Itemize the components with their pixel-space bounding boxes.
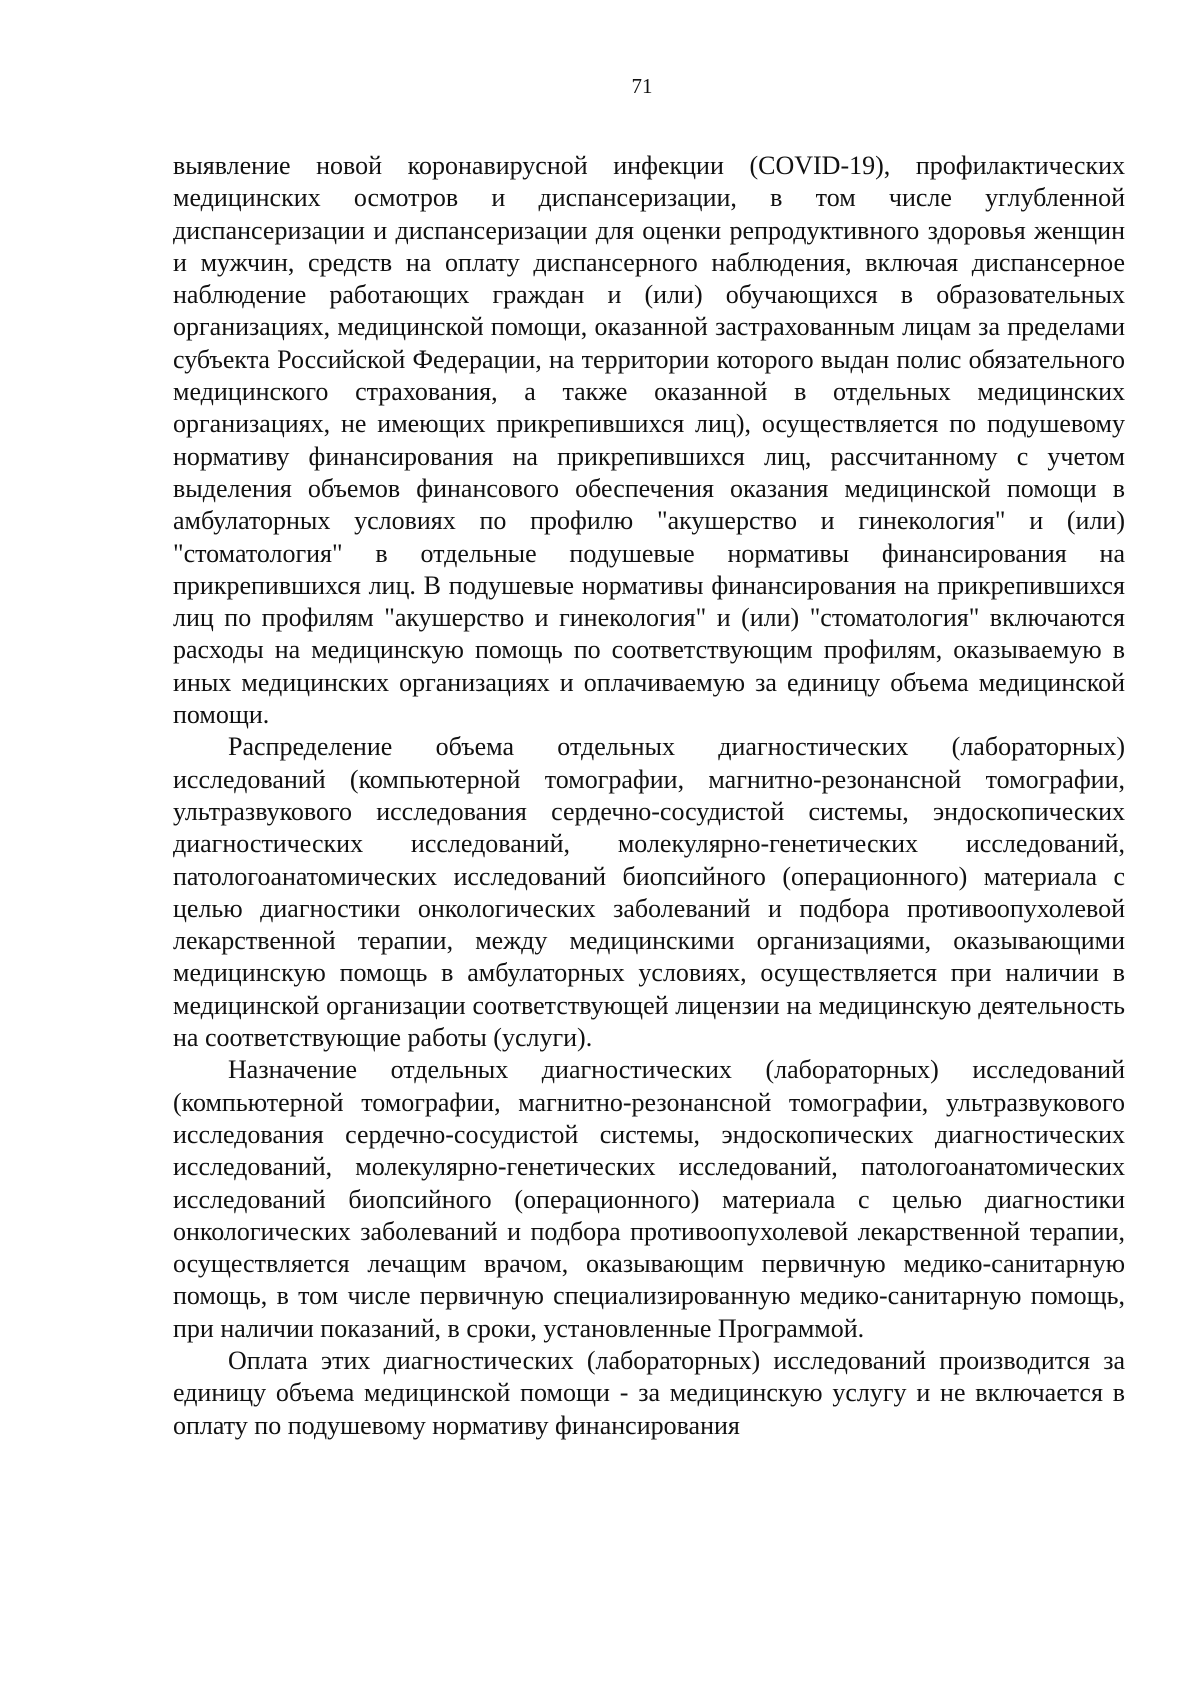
paragraph-payment: Оплата этих диагностических (лабораторных) исследований производится за единицу объема медицинской помощи - за медицинскую услугу и не включается в оплату по подушевому нормативу финансирования (173, 1345, 1125, 1440)
paragraph-continuation: выявление новой коронавирусной инфекции (COVID-19), профилактических медицинских осмотров и диспансеризации, в том числе углубленной диспансеризации и диспансеризации для оценки репродуктивного здоровья женщин и мужчин, средств на оплату диспансерного наблюдения, включая диспансерное наблюдение работающих граждан и (или) обучающихся в образовательных организациях, медицинской помощи, оказанной застрахованным лицам за пределами субъекта Российской Федерации, на территории которого выдан полис обязательного медицинского страхования, а также оказанной в отдельных медицинских организациях, не имеющих прикрепившихся лиц), осуществляется по подушевому нормативу финансирования на прикрепившихся лиц, рассчитанному с учетом выделения объемов финансового обеспечения оказания медицинской помощи в амбулаторных условиях по профилю "акушерство и гинекология" и (или) "стоматология" в отдельные подушевые нормативы финансирования на прикрепившихся лиц. В подушевые нормативы финансирования на прикрепившихся лиц по профилям "акушерство и гинекология" и (или) "стоматология" включаются расходы на медицинскую помощь по соответствующим профилям, оказываемую в иных медицинских организациях и оплачиваемую за единицу объема медицинской помощи. (173, 151, 1125, 730)
paragraph-prescription: Назначение отдельных диагностических (лабораторных) исследований (компьютерной томографии, магнитно-резонансной томографии, ультразвукового исследования сердечно-сосудистой системы, эндоскопических диагностических исследований, молекулярно-генетических исследований, патологоанатомических исследований биопсийного (операционного) материала с целью диагностики онкологических заболеваний и подбора противоопухолевой лекарственной терапии, осуществляется лечащим врачом, оказывающим первичную медико-санитарную помощь, в том числе первичную специализированную медико-санитарную помощь, при наличии показаний, в сроки, установленные Программой. (173, 1055, 1125, 1343)
paragraph-distribution: Распределение объема отдельных диагностических (лабораторных) исследований (компьютерной томографии, магнитно-резонансной томографии, ультразвукового исследования сердечно-сосудистой системы, эндоскопических диагностических исследований, молекулярно-генетических исследований, патологоанатомических исследований биопсийного (операционного) материала с целью диагностики онкологических заболеваний и подбора противоопухолевой лекарственной терапии, между медицинскими организациями, оказывающими медицинскую помощь в амбулаторных условиях, осуществляется при наличии в медицинской организации соответствующей лицензии на медицинскую деятельность на соответствующие работы (услуги). (173, 732, 1125, 1053)
document-body (173, 150, 1125, 1442)
page-number: 71 (631, 74, 653, 98)
